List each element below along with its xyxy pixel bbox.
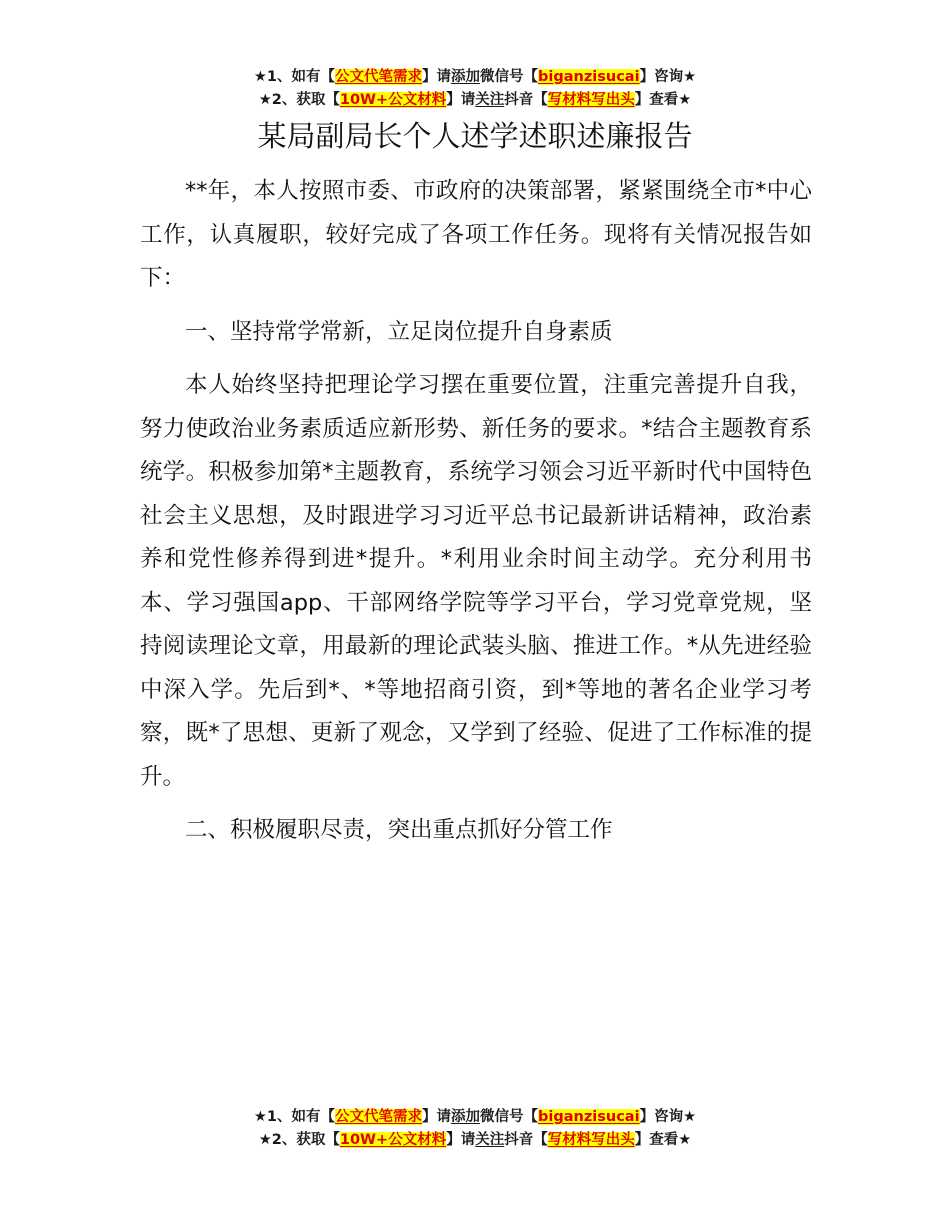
section-heading-2: 二、积极履职尽责，突出重点抓好分管工作	[185, 817, 613, 843]
banner-text: ★1、如有【	[253, 69, 336, 85]
banner-text: 】查看★	[634, 1132, 692, 1148]
highlight-materials: 10W+公文材料	[339, 1132, 447, 1148]
footer-banner-line-2	[0, 1129, 950, 1152]
highlight-ghostwriting-demand: 公文代笔需求	[335, 69, 423, 85]
banner-text: 微信号【	[480, 69, 539, 85]
highlight-douyin-account: 写材料写出头	[547, 92, 635, 108]
banner-text: ★2、获取【	[258, 92, 340, 108]
underlined-add: 添加	[451, 69, 481, 85]
header-banner-line-2	[0, 89, 950, 112]
banner-text: 】咨询★	[639, 1109, 697, 1125]
highlight-materials: 10W+公文材料	[339, 92, 447, 108]
header-banner-line-1	[0, 66, 950, 89]
banner-text: 抖音【	[504, 1132, 548, 1148]
banner-text: 】请	[446, 92, 476, 108]
banner-text: ★1、如有【	[253, 1109, 336, 1125]
highlight-ghostwriting-demand: 公文代笔需求	[335, 1109, 423, 1125]
underlined-follow: 关注	[475, 92, 505, 108]
document-title: 某局副局长个人述学述职述廉报告	[257, 119, 693, 153]
footer-banner-line-1	[0, 1106, 950, 1129]
section-heading-1: 一、坚持常学常新，立足岗位提升自身素质	[185, 318, 613, 345]
banner-text: ★2、获取【	[258, 1132, 340, 1148]
banner-text: 】请	[446, 1132, 476, 1148]
banner-text: 】请	[422, 1109, 452, 1125]
banner-text: 】查看★	[634, 92, 692, 108]
banner-text: 抖音【	[504, 92, 548, 108]
footer-banner	[0, 1106, 950, 1152]
banner-text: 微信号【	[480, 1109, 539, 1125]
underlined-follow: 关注	[475, 1132, 505, 1148]
highlight-wechat-id: biganzisucai	[538, 1109, 640, 1125]
header-banner	[0, 66, 950, 112]
document-body	[140, 170, 812, 863]
banner-text: 】请	[422, 69, 452, 85]
underlined-add: 添加	[451, 1109, 481, 1125]
study-paragraph: 本人始终坚持把理论学习摆在重要位置，注重完善提升自我，努力使政治业务素质适应新形势、新任务的要求。*结合主题教育系统学。积极参加第*主题教育，系统学习领会习近平新时代中国特色社会主义思想，及时跟进学习习近平总书记最新讲话精神，政治素养和党性修养得到进*提升。*利用业余时间主动学。充分利用书本、学习强国app、干部网络学院等学习平台，学习党章党规，坚持阅读理论文章，用最新的理论武装头脑、推进工作。*从先进经验中深入学。先后到*、*等地招商引资，到*等地的著名企业学习考察，既*了思想、更新了观念，又学到了经验、促进了工作标准的提升。	[140, 372, 812, 790]
banner-text: 】咨询★	[639, 69, 697, 85]
highlight-douyin-account: 写材料写出头	[547, 1132, 635, 1148]
intro-paragraph: **年，本人按照市委、市政府的决策部署，紧紧围绕全市*中心工作，认真履职，较好完成了各项工作任务。现将有关情况报告如下：	[140, 178, 812, 291]
highlight-wechat-id: biganzisucai	[538, 69, 640, 85]
